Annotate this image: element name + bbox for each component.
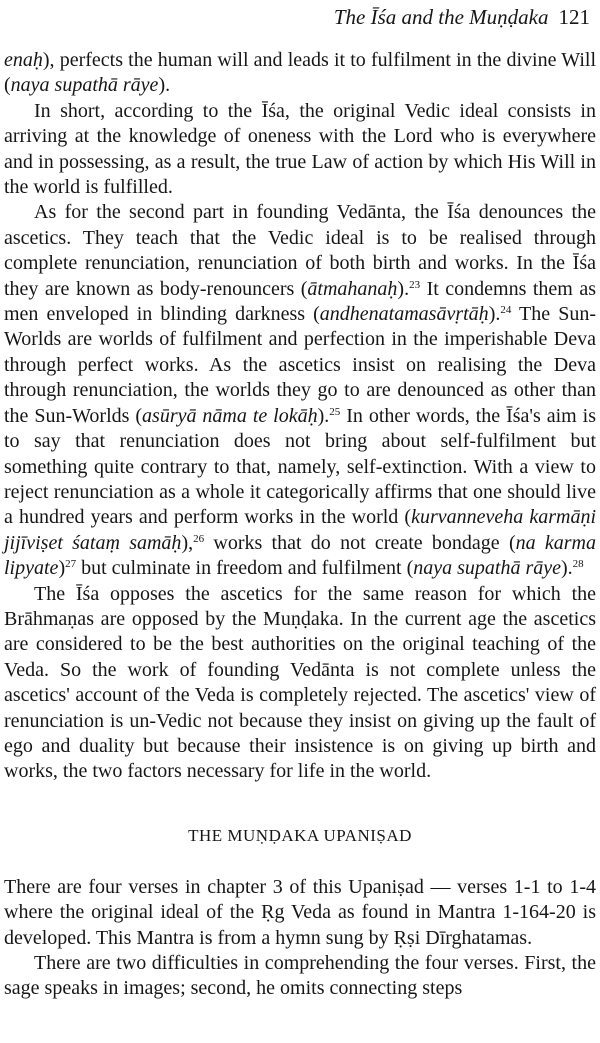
- paragraph: In short, according to the Īśa, the original Vedic ideal consists in arriving at the knowledge of oneness with the Lord who is everywhere and in possessing, as a result, the true Law of action by which His Will in the world is fulfilled.: [4, 99, 596, 199]
- paragraph-text: but culminate in freedom and fulfilment (: [76, 557, 414, 580]
- paragraph-text: ), perfects the human will and leads it to fulfilment in the divine Will (: [4, 49, 596, 97]
- paragraph: The Īśa opposes the ascetics for the same reason for which the Brāhmaṇas are opposed by the Muṇḍaka. In the current age the ascetics are considered to be the best authorities on the original teaching of the Veda. So the work of founding Vedānta is not complete unless the ascetics' account of the Veda is completely rejected. The ascetics' view of renunciation is un-Vedic not because they insist on giving up the fault of ego and duality but because their insistence is on giving up birth and works, the two factors necessary for life in the world.: [4, 582, 596, 783]
- sanskrit-term: andhenatamasāvṛtāḥ: [319, 303, 489, 326]
- sanskrit-term: enaḥ: [4, 49, 43, 71]
- paragraph-text: ).: [488, 303, 501, 326]
- page-number: 121: [558, 5, 590, 29]
- paragraph-continuation: [4, 48, 596, 99]
- paragraph-text: works that do not create bondage (: [204, 531, 516, 554]
- paragraph: There are four verses in chapter 3 of this Upaniṣad — verses 1-1 to 1-4 where the original ideal of the Ṛg Veda as found in Mantra 1-164-20 is developed. This Mantra is from a hymn sung by Ṛṣi Dīrghatamas.: [4, 875, 596, 949]
- footnote-marker[interactable]: 25: [329, 405, 341, 418]
- sanskrit-term: naya supathā rāye: [413, 557, 561, 580]
- sanskrit-term: na karma lipyate: [4, 531, 596, 580]
- paragraph-text: ).: [317, 404, 330, 427]
- footnote-marker[interactable]: 26: [193, 532, 205, 545]
- paragraph-text: ),: [181, 531, 194, 554]
- paragraph-text: ).: [158, 74, 171, 97]
- paragraph-text: ).: [397, 277, 410, 300]
- footnote-marker[interactable]: 24: [500, 304, 512, 317]
- sanskrit-term: kurvanneveha karmāṇi jijīviṣet śataṃ samāḥ: [4, 506, 596, 554]
- paragraph-text: ).: [561, 557, 573, 580]
- footnote-marker[interactable]: 23: [409, 278, 421, 291]
- sanskrit-term: naya supathā rāye: [10, 74, 159, 97]
- footnote-marker[interactable]: 27: [65, 558, 77, 571]
- paragraph: [4, 200, 596, 581]
- page-body: [4, 48, 596, 1002]
- running-header: [0, 2, 590, 32]
- paragraph-text: In other words, the Īśa's aim is to say that renunciation does not bring about self-fulfilment but something quite contrary to that, namely, self-extinction. With a view to reject renunciation as a whole it categorically affirms that one should live a hundred years and perform works in the world (: [4, 404, 596, 529]
- sanskrit-term: asūryā nāma te lokāḥ: [142, 404, 318, 427]
- sanskrit-term: ātmahanaḥ: [307, 277, 398, 300]
- paragraph: There are two difficulties in comprehending the four verses. First, the sage speaks in images; second, he omits connecting steps: [4, 952, 596, 1000]
- paragraph-text: It condemns them as men enveloped in blinding darkness (: [4, 277, 596, 326]
- footnote-marker[interactable]: 28: [572, 558, 584, 571]
- paragraph-text: The Sun-Worlds are worlds of fulfilment and perfection in the imperishable Deva through perfect works. As the ascetics insist on realising the Deva through renunciation, the worlds they go to are denounced as other than the Sun-Worlds (: [4, 303, 596, 427]
- section-heading: THE MUṆḌAKA UPANIṢAD: [188, 825, 412, 845]
- paragraph-text: ): [58, 557, 66, 580]
- running-title: The Īśa and the Muṇḍaka: [333, 5, 549, 29]
- paragraph-text: As for the second part in founding Vedānta, the Īśa denounces the ascetics. They teach that the Vedic ideal is to be realised through complete renunciation, renunciation of both birth and works. In the Īśa they are known as body-renouncers (: [4, 201, 596, 300]
